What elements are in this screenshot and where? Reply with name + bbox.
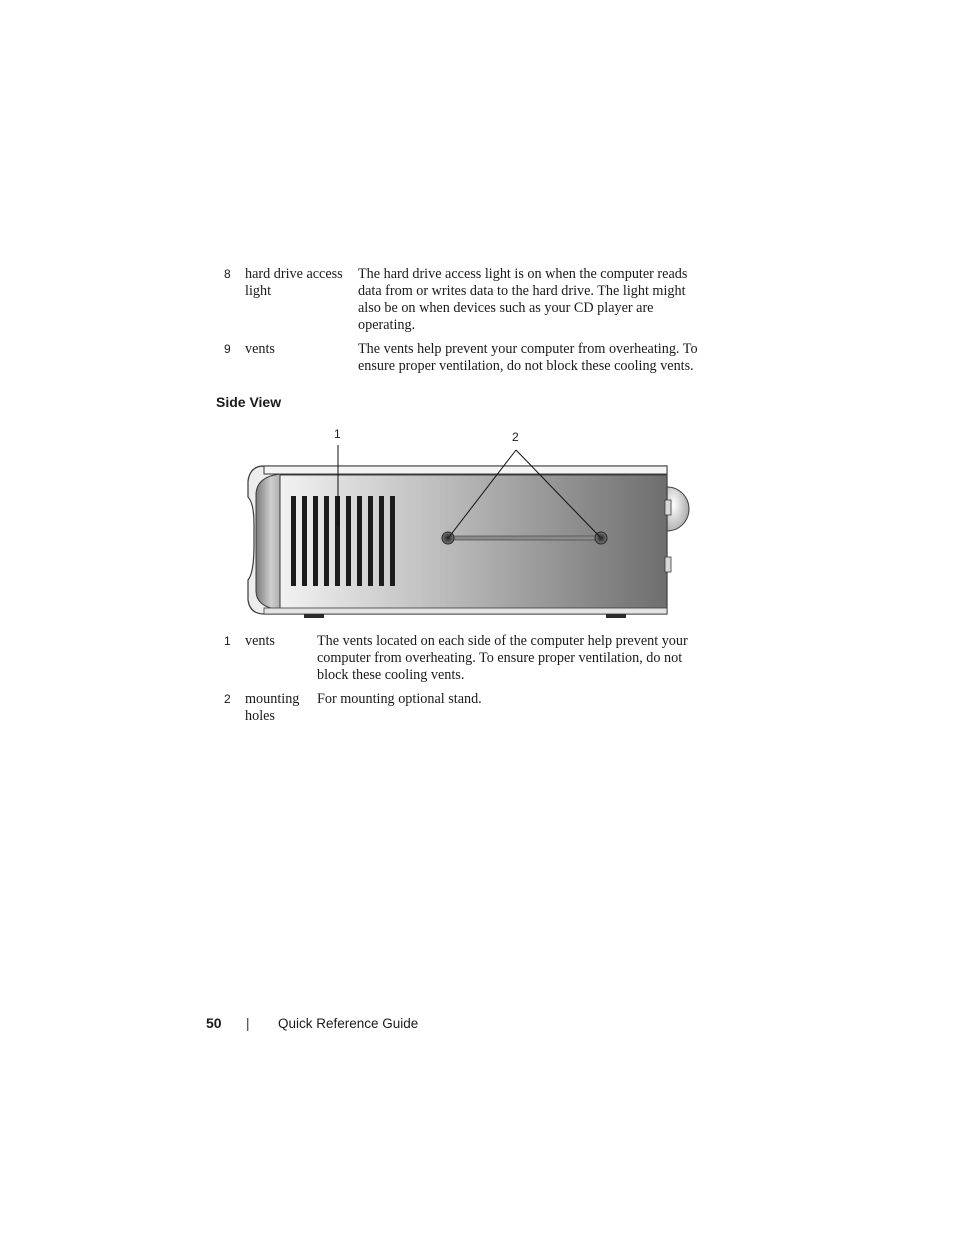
item-number: 1 — [224, 634, 231, 648]
item-term: mounting holes — [245, 691, 300, 724]
item-number: 9 — [224, 342, 231, 356]
item-description: For mounting optional stand. — [317, 691, 482, 707]
section-heading: Side View — [216, 394, 282, 410]
side-view-figure — [220, 425, 700, 625]
callout-label-1: 1 — [334, 427, 341, 441]
item-description: The hard drive access light is on when the computer reads data from or writes data to the hard drive. The light might also be on when devices such as your CD player are operating. — [358, 266, 688, 333]
footer-title: Quick Reference Guide — [278, 1016, 419, 1031]
item-description: The vents located on each side of the computer help prevent your computer from overheating. To ensure proper ventilation, do not block these cooling vents. — [317, 633, 688, 683]
item-term: vents — [245, 341, 275, 357]
callout-label-2: 2 — [512, 430, 519, 444]
computer-side-illustration — [220, 425, 700, 625]
footer-separator: | — [246, 1016, 250, 1031]
item-term: vents — [245, 633, 275, 649]
mounting-hole — [442, 532, 454, 544]
item-number: 8 — [224, 267, 231, 281]
item-term: hard drive access light — [245, 266, 343, 299]
item-number: 2 — [224, 692, 231, 706]
page-number: 50 — [206, 1015, 222, 1031]
item-description: The vents help prevent your computer from overheating. To ensure proper ventilation, do not block these cooling vents. — [358, 341, 698, 374]
